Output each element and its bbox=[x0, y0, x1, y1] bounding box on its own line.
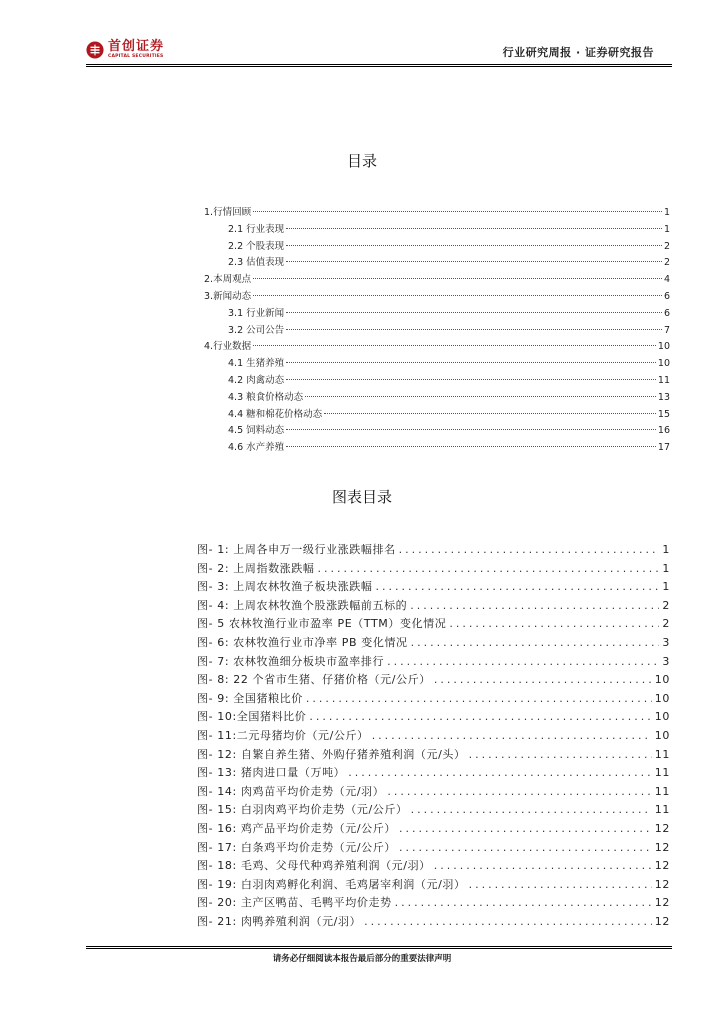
toc-entry-page: 15 bbox=[657, 408, 670, 420]
figure-leader-dots bbox=[434, 857, 652, 876]
toc-entry-label: 4.5 饲料动态 bbox=[228, 425, 285, 437]
figure-entry[interactable] bbox=[197, 653, 670, 672]
figure-entry-label: 图- 7: 农林牧渔细分板块市盈率排行 bbox=[197, 654, 385, 668]
toc-leader-dots bbox=[324, 413, 656, 414]
toc-leader-dots bbox=[286, 245, 662, 246]
toc-leader-dots bbox=[253, 295, 662, 296]
toc-entry-label: 1.行情回顾 bbox=[204, 207, 252, 218]
toc-entry[interactable] bbox=[204, 390, 670, 407]
table-of-contents bbox=[204, 205, 670, 457]
figure-entry[interactable] bbox=[197, 634, 670, 653]
figure-leader-dots bbox=[364, 913, 652, 932]
toc-leader-dots bbox=[286, 261, 662, 262]
figure-entry[interactable] bbox=[197, 746, 670, 765]
toc-entry-page: 6 bbox=[663, 307, 670, 319]
figure-entry-label: 图- 14: 肉鸡苗平均价走势（元/羽） bbox=[197, 784, 385, 798]
toc-entry-page: 2 bbox=[663, 257, 670, 269]
figure-entry-page: 10 bbox=[654, 728, 670, 742]
toc-entry-page: 1 bbox=[663, 207, 670, 218]
figure-entry-page: 3 bbox=[662, 654, 670, 668]
toc-entry-label: 2.2 个股表现 bbox=[228, 240, 285, 252]
figure-entry-label: 图- 12: 自繁自养生猪、外购仔猪养殖利润（元/头） bbox=[197, 747, 466, 761]
figure-list bbox=[197, 541, 670, 931]
figure-entry-page: 11 bbox=[654, 803, 670, 817]
toc-entry-label: 4.4 糖和棉花价格动态 bbox=[228, 408, 323, 420]
figure-entry[interactable] bbox=[197, 876, 670, 895]
figure-entry[interactable] bbox=[197, 560, 670, 579]
toc-entry-label: 4.行业数据 bbox=[204, 341, 252, 353]
figure-entry-label: 图- 8: 22 个省市生猪、仔猪价格（元/公斤） bbox=[197, 673, 431, 687]
figure-leader-dots bbox=[348, 764, 652, 783]
toc-entry[interactable] bbox=[204, 323, 670, 340]
figure-entry[interactable] bbox=[197, 671, 670, 690]
figure-entry-page: 12 bbox=[654, 914, 670, 928]
legal-disclaimer-notice: 请务必仔细阅读本报告最后部分的重要法律声明 bbox=[272, 954, 452, 964]
toc-leader-dots bbox=[286, 362, 656, 363]
toc-entry-label: 2.3 估值表现 bbox=[228, 257, 285, 269]
figure-leader-dots bbox=[410, 597, 659, 616]
figure-entry-page: 11 bbox=[654, 766, 670, 780]
figure-entry-page: 11 bbox=[654, 747, 670, 761]
toc-entry-label: 3.2 公司公告 bbox=[228, 324, 285, 336]
figure-entry-page: 10 bbox=[654, 673, 670, 687]
toc-entry-page: 10 bbox=[657, 341, 670, 353]
figure-entry[interactable] bbox=[197, 857, 670, 876]
figure-entry[interactable] bbox=[197, 615, 670, 634]
toc-entry-label: 4.1 生猪养殖 bbox=[228, 358, 285, 370]
toc-entry[interactable] bbox=[204, 356, 670, 373]
report-type-title: 行业研究周报 · 证券研究报告 bbox=[502, 46, 654, 59]
figure-leader-dots bbox=[411, 801, 652, 820]
figure-entry-page: 12 bbox=[654, 840, 670, 854]
toc-entry-page: 1 bbox=[663, 223, 670, 235]
header-divider bbox=[86, 64, 672, 65]
figure-leader-dots bbox=[375, 578, 659, 597]
figure-entry-label: 图- 11:二元母猪均价（元/公斤） bbox=[197, 728, 369, 742]
figure-leader-dots bbox=[387, 653, 659, 672]
toc-entry-label: 3.新闻动态 bbox=[204, 290, 252, 302]
figure-leader-dots bbox=[449, 615, 659, 634]
footer-divider-secondary bbox=[86, 948, 672, 949]
toc-entry-page: 4 bbox=[663, 274, 670, 286]
toc-entry[interactable] bbox=[204, 255, 670, 272]
toc-entry[interactable] bbox=[204, 440, 670, 457]
figure-entry-label: 图- 17: 白条鸡平均价走势（元/公斤） bbox=[197, 840, 396, 854]
figure-entry[interactable] bbox=[197, 783, 670, 802]
figure-entry-label: 图- 13: 猪肉进口量（万吨） bbox=[197, 766, 346, 780]
figure-entry-page: 12 bbox=[654, 821, 670, 835]
toc-entry-label: 4.6 水产养殖 bbox=[228, 442, 285, 454]
toc-entry-page: 2 bbox=[663, 240, 670, 252]
figure-entry-page: 10 bbox=[654, 710, 670, 724]
toc-entry[interactable] bbox=[204, 306, 670, 323]
figure-entry-page: 11 bbox=[654, 784, 670, 798]
figure-entry[interactable] bbox=[197, 690, 670, 709]
figure-entry-page: 2 bbox=[662, 598, 670, 612]
toc-leader-dots bbox=[253, 345, 656, 346]
figure-leader-dots bbox=[411, 634, 660, 653]
figure-entry-page: 12 bbox=[654, 877, 670, 891]
toc-leader-dots bbox=[286, 329, 662, 330]
toc-leader-dots bbox=[253, 278, 662, 279]
figure-entry-page: 1 bbox=[662, 561, 670, 575]
toc-entry-label: 4.2 肉禽动态 bbox=[228, 374, 285, 386]
toc-entry[interactable] bbox=[204, 423, 670, 440]
figure-entry[interactable] bbox=[197, 894, 670, 913]
figure-entry-label: 图- 10:全国猪料比价 bbox=[197, 710, 307, 724]
figure-entry[interactable] bbox=[197, 913, 670, 932]
figure-leader-dots bbox=[387, 783, 651, 802]
toc-title: 目录 bbox=[346, 152, 377, 170]
toc-entry-label: 2.1 行业表现 bbox=[228, 223, 285, 235]
toc-entry-page: 11 bbox=[657, 374, 670, 386]
figure-entry-page: 1 bbox=[662, 580, 670, 594]
toc-entry[interactable] bbox=[204, 222, 670, 239]
figure-entry-label: 图- 19: 白羽肉鸡孵化利润、毛鸡屠宰利润（元/羽） bbox=[197, 877, 466, 891]
figure-leader-dots bbox=[317, 560, 659, 579]
logo-english-name: CAPITAL SECURITIES bbox=[108, 54, 164, 59]
figure-entry-label: 图- 18: 毛鸡、父母代种鸡养殖利润（元/羽） bbox=[197, 859, 431, 873]
figure-entry[interactable] bbox=[197, 708, 670, 727]
figure-list-title: 图表目录 bbox=[331, 488, 392, 506]
toc-entry[interactable] bbox=[204, 407, 670, 424]
toc-entry[interactable] bbox=[204, 272, 670, 289]
figure-entry[interactable] bbox=[197, 820, 670, 839]
toc-leader-dots bbox=[286, 379, 656, 380]
figure-entry-label: 图- 21: 肉鸭养殖利润（元/羽） bbox=[197, 914, 362, 928]
figure-entry-label: 图- 3: 上周农林牧渔子板块涨跌幅 bbox=[197, 580, 373, 594]
toc-entry-page: 10 bbox=[657, 358, 670, 370]
figure-entry-page: 1 bbox=[662, 543, 670, 556]
toc-entry-page: 16 bbox=[657, 425, 670, 437]
figure-entry[interactable] bbox=[197, 801, 670, 820]
figure-entry[interactable] bbox=[197, 839, 670, 858]
toc-leader-dots bbox=[286, 429, 656, 430]
figure-entry-page: 2 bbox=[662, 617, 670, 631]
figure-entry-label: 图- 4: 上周农林牧渔个股涨跌幅前五标的 bbox=[197, 598, 408, 612]
figure-entry-label: 图- 2: 上周指数涨跌幅 bbox=[197, 561, 315, 575]
toc-entry-label: 2.本周观点 bbox=[204, 274, 252, 286]
toc-leader-dots bbox=[286, 228, 662, 229]
figure-entry[interactable] bbox=[197, 727, 670, 746]
toc-entry[interactable] bbox=[204, 373, 670, 390]
figure-leader-dots bbox=[469, 746, 652, 765]
toc-entry[interactable] bbox=[204, 289, 670, 306]
figure-entry-label: 图- 9: 全国猪粮比价 bbox=[197, 691, 303, 705]
toc-leader-dots bbox=[253, 211, 662, 212]
figure-leader-dots bbox=[399, 839, 652, 858]
footer-divider bbox=[86, 946, 672, 947]
toc-entry-page: 17 bbox=[657, 442, 670, 454]
logo-chinese-name: 首创证券 bbox=[108, 39, 165, 54]
figure-entry[interactable] bbox=[197, 541, 670, 560]
toc-entry-label: 4.3 粮食价格动态 bbox=[228, 391, 304, 403]
figure-leader-dots bbox=[399, 820, 652, 839]
capital-securities-logo-icon bbox=[86, 41, 104, 59]
figure-entry-page: 10 bbox=[654, 691, 670, 705]
figure-entry[interactable] bbox=[197, 764, 670, 783]
figure-entry[interactable] bbox=[197, 597, 670, 616]
company-logo bbox=[86, 40, 164, 60]
figure-leader-dots bbox=[309, 708, 651, 727]
toc-entry[interactable] bbox=[204, 339, 670, 356]
figure-entry-page: 12 bbox=[654, 896, 670, 910]
header-divider-secondary bbox=[86, 66, 672, 67]
figure-entry-label: 图- 16: 鸡产品平均价走势（元/公斤） bbox=[197, 821, 396, 835]
toc-leader-dots bbox=[305, 396, 656, 397]
figure-entry-page: 3 bbox=[662, 635, 670, 649]
figure-leader-dots bbox=[399, 541, 660, 560]
toc-entry[interactable] bbox=[204, 205, 670, 222]
figure-entry-label: 图- 6: 农林牧渔行业市净率 PB 变化情况 bbox=[197, 635, 408, 649]
figure-leader-dots bbox=[434, 671, 652, 690]
toc-entry-page: 13 bbox=[657, 391, 670, 403]
toc-entry-page: 7 bbox=[663, 324, 670, 336]
figure-entry-label: 图- 1: 上周各申万一级行业涨跌幅排名 bbox=[197, 543, 396, 556]
figure-leader-dots bbox=[395, 894, 652, 913]
figure-entry-label: 图- 20: 主产区鸭苗、毛鸭平均价走势 bbox=[197, 896, 392, 910]
toc-entry-page: 6 bbox=[663, 290, 670, 302]
toc-entry[interactable] bbox=[204, 239, 670, 256]
figure-leader-dots bbox=[372, 727, 652, 746]
figure-leader-dots bbox=[469, 876, 652, 895]
figure-entry[interactable] bbox=[197, 578, 670, 597]
toc-leader-dots bbox=[286, 312, 662, 313]
toc-leader-dots bbox=[286, 446, 656, 447]
figure-entry-label: 图- 15: 白羽肉鸡平均价走势（元/公斤） bbox=[197, 803, 408, 817]
toc-entry-label: 3.1 行业新闻 bbox=[228, 307, 285, 319]
figure-leader-dots bbox=[306, 690, 652, 709]
figure-entry-label: 图- 5 农林牧渔行业市盈率 PE（TTM）变化情况 bbox=[197, 617, 447, 631]
figure-entry-page: 12 bbox=[654, 859, 670, 873]
